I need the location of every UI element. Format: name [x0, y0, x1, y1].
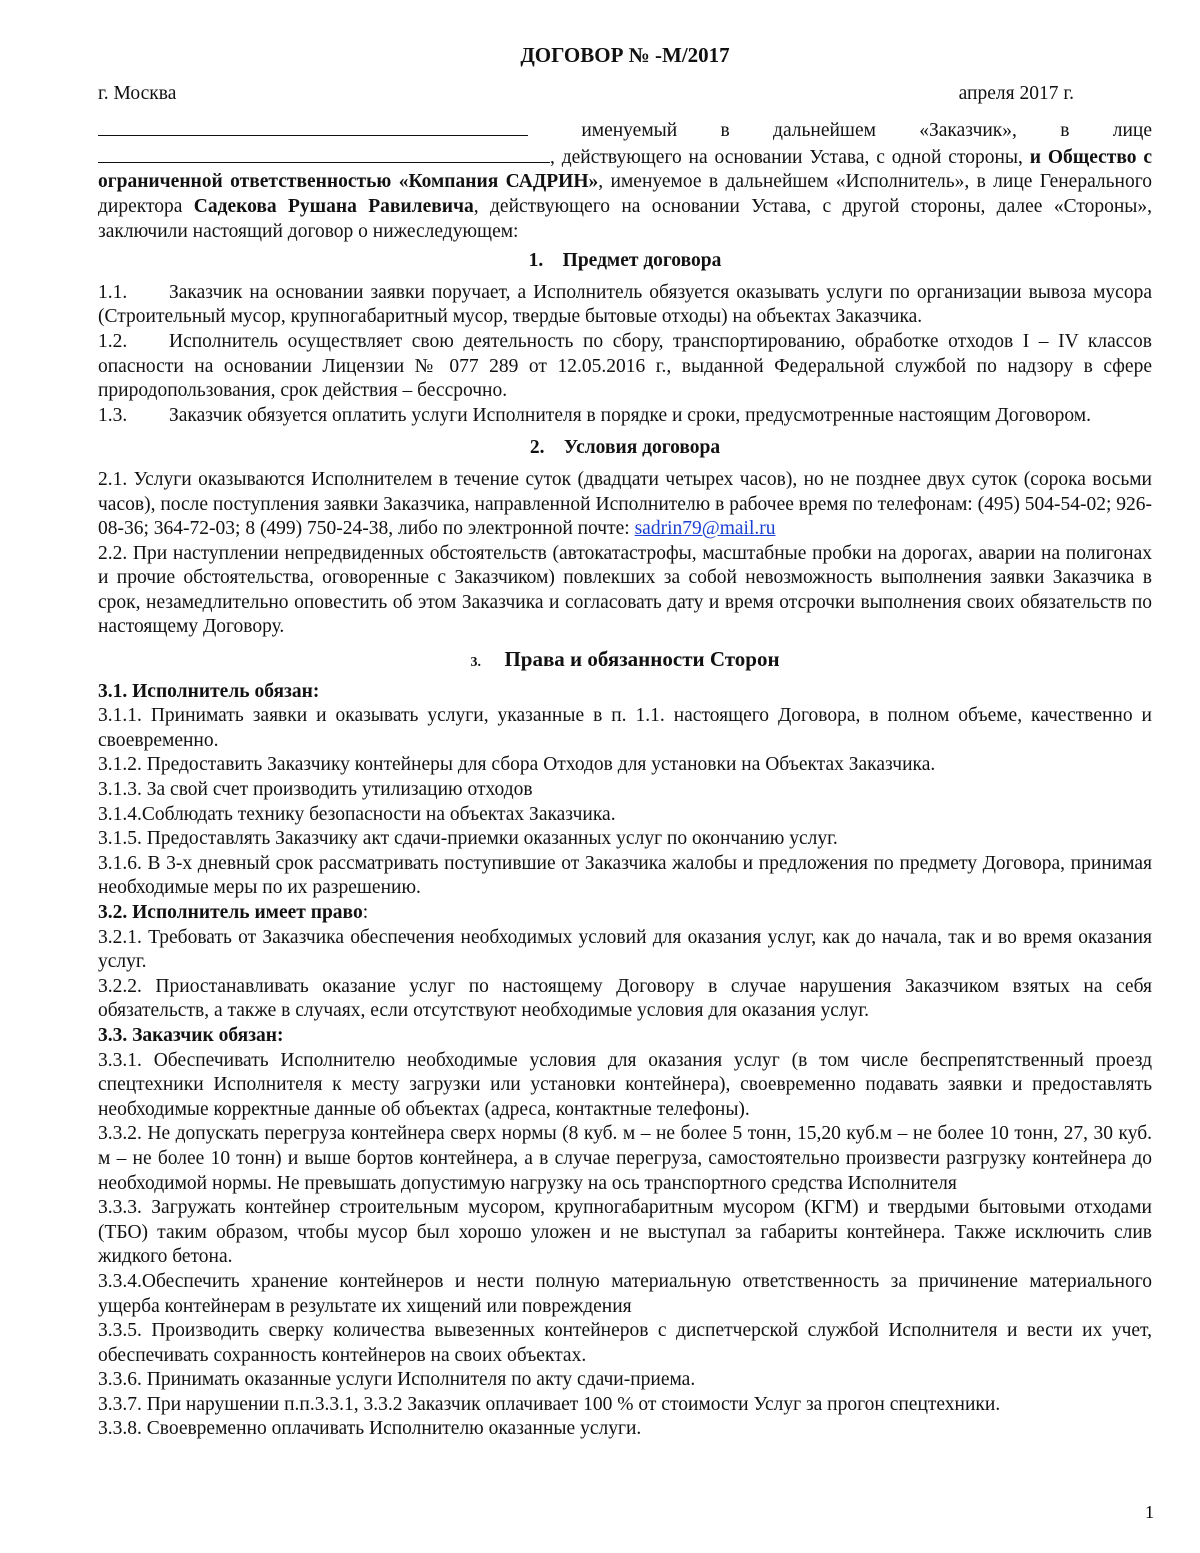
preamble-text-4: , действующего на основании Устава, с другой стороны, далее «Стороны», заключили настоящий договор о нижеследующем: [98, 195, 1152, 242]
document-title: ДОГОВОР № -М/2017 [520, 43, 730, 67]
clause-1-2-body [98, 330, 1152, 404]
place-date-row [98, 82, 1152, 107]
section-2-title: Условия договора [563, 437, 721, 459]
clause-3-2-2: 3.2.2. Приостанавливать оказание услуг по настоящему Договору в случае нарушения Заказчиком взятых на себя обязательств, а также в случаях, если отсутствуют необходимые условия для оказания услуг. [98, 975, 1152, 1022]
clause-2-2: 2.2. При наступлении непредвиденных обстоятельств (автокатастрофы, масштабные пробки на дорогах, аварии на полигонах и прочие обстоятельства, оговоренные с Заказчиком) повлекших за собой невозможность выполнения заявки Заказчика в срок, незамедлительно оповестить об этом Заказчика и согласовать дату и время отсрочки выполнения своих обязательств по настоящему Договору. [98, 542, 1152, 638]
contract-page [98, 40, 1152, 1442]
clause-3-1-6: 3.1.6. В 3-х дневный срок рассматривать поступившие от Заказчика жалобы и предложения по предмету Договора, принимая необходимые меры по их разрешению. [98, 852, 1152, 899]
contract-date: апреля 2017 г. [958, 82, 1074, 104]
section-1-title: Предмет договора [562, 250, 722, 272]
section-1-items [98, 281, 1152, 429]
clause-3-1-3: 3.1.3. За свой счет производить утилизацию отходов [98, 779, 533, 801]
clause-number: 1.2. [98, 330, 128, 352]
clause-number: 1.3. [98, 404, 128, 426]
preamble-and: и [1029, 146, 1041, 168]
clause-3-3-5: 3.3.5. Производить сверку количества вывезенных контейнеров с диспетчерской службой Исполнителя и вести их учет, обеспечивать сохранность контейнеров на своих объектах. [98, 1320, 1152, 1366]
clause-1-1 [98, 281, 1152, 330]
clause-3-3-1: 3.3.1. Обеспечивать Исполнителю необходимые условия для оказания услуг (в том числе беспрепятственный проезд спецтехники Исполнителя к месту загрузки или установки контейнера), своевременно подавать заявки и предоставлять необходимые корректные данные об объектах (адреса, контактные телефоны). [98, 1049, 1152, 1120]
preamble-text-2: , действующего на основании Устава, с одной стороны, [550, 146, 1023, 168]
section-2-heading [98, 436, 1152, 461]
subsection-3-2-colon: : [362, 902, 369, 923]
clause-2-1 [98, 468, 1152, 542]
section-1-heading [98, 249, 1152, 274]
clause-3-3-7: 3.3.7. При нарушении п.п.3.3.1, 3.3.2 Заказчик оплачивает 100 % от стоимости Услуг за прогон спецтехники. [98, 1393, 1001, 1415]
subsection-3-1-items [98, 704, 1152, 901]
subsection-3-3-heading: 3.3. Заказчик обязан: [98, 1024, 284, 1046]
clause-1-2 [98, 330, 1152, 404]
section-3-heading [98, 647, 1152, 676]
customer-name-blank[interactable] [98, 117, 528, 136]
section-2-number: 2. [529, 437, 545, 459]
subsection-3-1-heading: 3.1. Исполнитель обязан: [98, 680, 320, 702]
subsection-3-2-heading [98, 901, 1152, 926]
customer-representative-blank[interactable] [98, 144, 550, 163]
preamble-text-1: именуемый в дальнейшем «Заказчик», в лице [581, 120, 1152, 142]
section-3-number: 3. [470, 655, 481, 671]
preamble-text-3: , именуемое в дальнейшем «Исполнитель», в лице Генерального директора [98, 171, 1152, 217]
clause-3-1-1: 3.1.1. Принимать заявки и оказывать услуги, указанные в п. 1.1. настоящего Договора, в полном объеме, качественно и своевременно. [98, 705, 1152, 751]
clause-3-3-3: 3.3.3. Загружать контейнер строительным мусором, крупногабаритным мусором (КГМ) и твердыми бытовыми отходами (ТБО) таким образом, чтобы мусор был хорошо уложен и не выступал за габариты контейнера. Также исключить слив жидкого бетона. [98, 1197, 1152, 1268]
clause-text: Заказчик на основании заявки поручает, а Исполнитель обязуется оказывать услуги по организации вывоза мусора (Строительный мусор, крупногабаритный мусор, твердые бытовые отходы) на объектах Заказчика. [98, 281, 1152, 328]
clause-text: Исполнитель осуществляет свою деятельность по сбору, транспортированию, обработке отходов I – IV классов опасности на основании Лицензии № 077 289 от 12.05.2016 г., выданной Федеральной службой по надзору в сфере природопользования, срок действия – бессрочно. [98, 330, 1152, 402]
subsection-3-2-heading-text: 3.2. Исполнитель имеет право [98, 902, 363, 923]
clause-number: 1.1. [98, 281, 128, 303]
contractor-email-link[interactable]: sadrin79@mail.ru [634, 518, 776, 540]
section-1-number: 1. [528, 250, 544, 272]
preamble [98, 117, 1152, 244]
clause-3-3-6: 3.3.6. Принимать оказанные услуги Исполнителя по акту сдачи-приема. [98, 1369, 696, 1391]
subsection-3-3-items [98, 1049, 1152, 1443]
clause-3-2-1: 3.2.1. Требовать от Заказчика обеспечения необходимых условий для оказания услуг, как до начала, так и во время оказания услуг. [98, 926, 1152, 973]
section-3-title: Права и обязанности Сторон [504, 647, 780, 672]
clause-1-3 [98, 404, 1152, 429]
page-number: 1 [1145, 1502, 1154, 1522]
clause-1-1-body [98, 281, 1152, 330]
subsection-3-2-items [98, 926, 1152, 1024]
contractor-director-name: Садекова Рушана Равилевича [193, 195, 474, 217]
clause-3-3-8: 3.3.8. Своевременно оплачивать Исполнителю оказанные услуги. [98, 1418, 642, 1440]
contractor-company-name: Общество с ограниченной ответственностью «Компания САДРИН» [98, 146, 1153, 193]
clause-3-1-5: 3.1.5. Предоставлять Заказчику акт сдачи-приемки оказанных услуг по окончанию услуг. [98, 828, 838, 850]
city: г. Москва [98, 82, 177, 104]
clause-3-1-4: 3.1.4.Соблюдать технику безопасности на объектах Заказчика. [98, 803, 616, 825]
clause-text: Заказчик обязуется оплатить услуги Исполнителя в порядке и сроки, предусмотренные настоящим Договором. [169, 404, 1092, 426]
clause-1-3-body [98, 404, 1091, 429]
clause-3-3-2: 3.3.2. Не допускать перегруза контейнера сверх нормы (8 куб. м – не более 5 тонн, 15,20 куб.м – не более 10 тонн, 27, 30 куб. м – не более 10 тонн) и выше бортов контейнера, а в случае перегруза, самостоятельно произвести разгрузку контейнера до необходимой нормы. Не превышать допустимую нагрузку на ось транспортного средства Исполнителя [98, 1123, 1152, 1194]
clause-3-1-2: 3.1.2. Предоставить Заказчику контейнеры для сбора Отходов для установки на Объектах Заказчика. [98, 754, 936, 776]
clause-2-1-text: 2.1. Услуги оказываются Исполнителем в течение суток (двадцати четырех часов), но не позднее двух суток (сорока восьми часов), после поступления заявки Заказчика, направленной Исполнителю в рабочее время по телефонам: (495) 504-54-02; 926-08-36; 364-72-03; 8 (499) 750-24-38, либо по электронной почте: [98, 468, 1152, 540]
clause-3-3-4: 3.3.4.Обеспечить хранение контейнеров и нести полную материальную ответственность за причинение материального ущерба контейнерам в результате их хищений или повреждения [98, 1270, 1152, 1317]
